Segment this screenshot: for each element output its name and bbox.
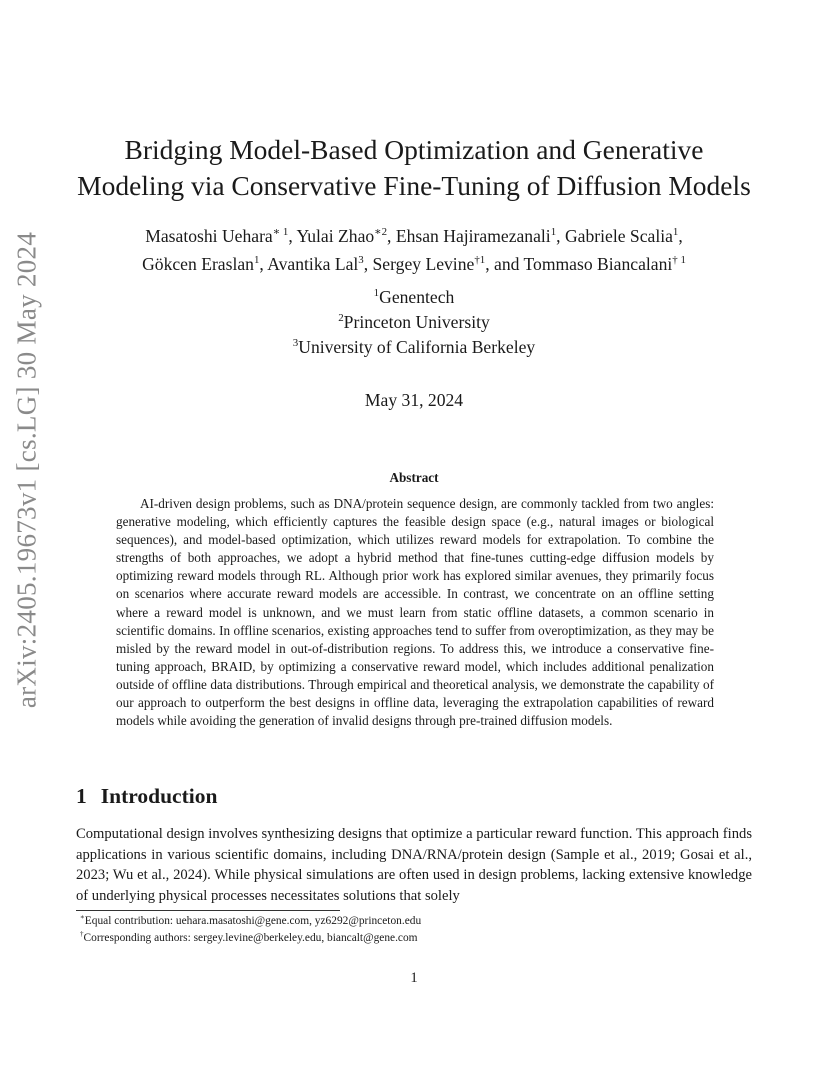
author-affiliation-mark: †1 bbox=[474, 254, 486, 267]
author-affiliation-mark: 3 bbox=[358, 254, 364, 267]
author-name: Tommaso Biancalani bbox=[523, 254, 673, 274]
affiliation: $^3$University of California Berkeley bbox=[292, 337, 536, 357]
author-affiliation-mark: ∗2 bbox=[374, 226, 388, 239]
footnotes bbox=[80, 913, 421, 947]
paper-date: May 31, 2024 bbox=[364, 390, 464, 410]
author-affiliation-mark: ∗ 1 bbox=[272, 226, 289, 239]
author-affiliation-mark: 1 bbox=[550, 226, 557, 239]
author-name: Ehsan Hajiramezanali bbox=[395, 226, 551, 246]
author-name: Gökcen Eraslan bbox=[142, 254, 254, 274]
section-number: 1 bbox=[76, 784, 87, 808]
author-name: Avantika Lal bbox=[267, 254, 359, 274]
author-name: Sergey Levine bbox=[372, 254, 475, 274]
abstract-heading: Abstract bbox=[389, 470, 439, 485]
section-heading bbox=[76, 782, 217, 810]
section-title: Introduction bbox=[100, 784, 218, 808]
paper-title bbox=[60, 132, 768, 204]
author-affiliation-mark: 1 bbox=[672, 226, 679, 239]
title-line-2: Modeling via Conservative Fine-Tuning of Diffusion Models bbox=[77, 170, 751, 201]
author-list bbox=[60, 222, 768, 278]
author-name: Yulai Zhao bbox=[296, 226, 375, 246]
author-name: Gabriele Scalia bbox=[564, 226, 673, 246]
footnote-divider bbox=[76, 910, 340, 911]
abstract-text: AI-driven design problems, such as DNA/protein sequence design, are commonly tackled from two angles: generative modeling, which efficiently captures the feasible design space (e.g., natural images or biological sequences), and model-based optimization, which utilizes reward models for extrapolation. To combine the strengths of both approaches, we adopt a hybrid method that fine-tunes cutting-edge diffusion models by optimizing reward models through RL. Although prior work has explored similar avenues, they primarily focus on scenarios where accurate reward models are accessible. In contrast, we concentrate on an offline setting where a reward model is unknown, and we must learn from static offline datasets, a common scenario in scientific domains. In offline scenarios, existing approaches tend to suffer from overoptimization, as they may be misled by the reward model in out-of-distribution regions. To address this, we introduce a conservative fine-tuning approach, BRAID, by optimizing a conservative reward model, which includes additional penalization outside of offline data distributions. Through empirical and theoretical analysis, we demonstrate the capability of our approach to outperform the best designs in offline data, leveraging the extrapolation capabilities of reward models while avoiding the generation of invalid designs through pre-trained diffusion models. bbox=[116, 496, 714, 729]
arxiv-identifier-text: arXiv:2405.19673v1 [cs.LG] 30 May 2024 bbox=[11, 231, 42, 709]
page-number: 1 bbox=[410, 970, 418, 986]
author-line-2: Gökcen Eraslan$^1$, Avantika Lal$^3$, Sergey Levine$^{\dagger 1}$, and Tommaso Biancalani$^{\dagger 1}$ bbox=[142, 254, 686, 274]
footnote: †Corresponding authors: sergey.levine@berkeley.edu, biancalt@gene.com bbox=[80, 930, 418, 944]
affiliation-list bbox=[60, 285, 768, 360]
author-line-1: Masatoshi Uehara$^{∗ 1}$, Yulai Zhao$^{∗2}$, Ehsan Hajiramezanali$^1$, Gabriele Scalia$^1$, bbox=[145, 226, 683, 246]
affiliation: $^1$Genentech bbox=[373, 287, 455, 307]
introduction-text: Computational design involves synthesizing designs that optimize a particular reward function. This approach finds applications in various scientific domains, including DNA/RNA/protein design (Sample et al., 2019; Gosai et al., 2023; Wu et al., 2024). While physical simulations are often used in design problems, lacking extensive knowledge of underlying physical processes necessitates solutions that solely bbox=[76, 826, 752, 905]
author-name: Masatoshi Uehara bbox=[145, 226, 273, 246]
affiliation: $^2$Princeton University bbox=[338, 312, 490, 332]
title-line-1: Bridging Model-Based Optimization and Generative bbox=[124, 134, 704, 165]
author-affiliation-mark: † 1 bbox=[672, 254, 686, 267]
author-affiliation-mark: 1 bbox=[253, 254, 260, 267]
footnote: ∗Equal contribution: uehara.masatoshi@gene.com, yz6292@princeton.edu bbox=[80, 913, 422, 927]
